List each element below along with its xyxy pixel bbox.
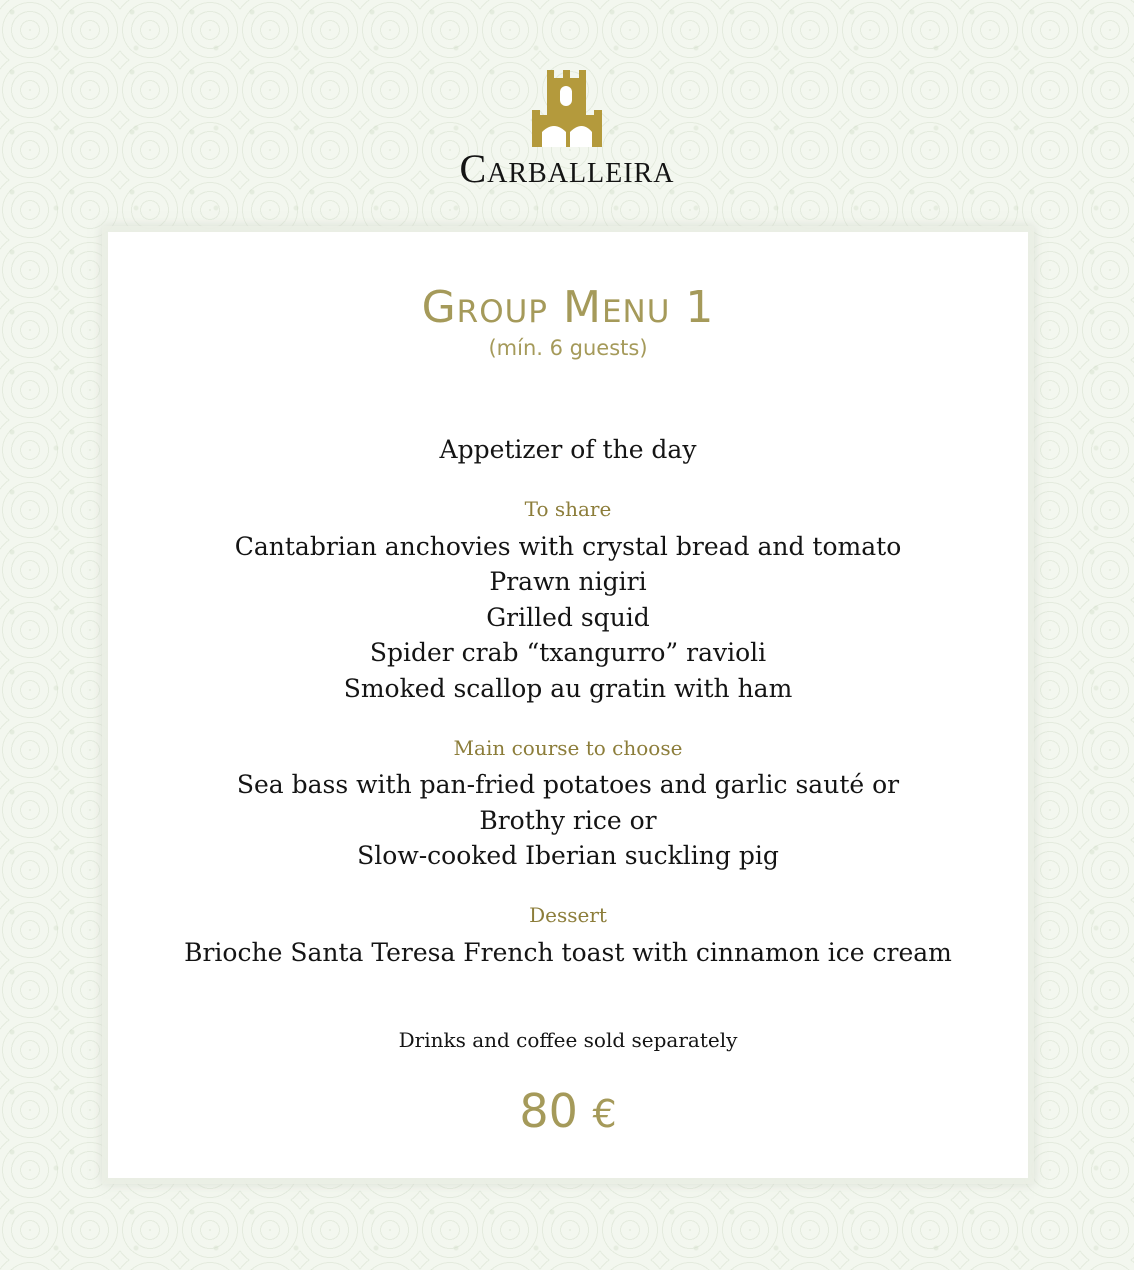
menu-item: Cantabrian anchovies with crystal bread and tomato <box>234 532 902 561</box>
menu-subtitle: (mín. 6 guests) <box>488 336 648 360</box>
menu-item: Grilled squid <box>486 603 650 632</box>
menu-item: Smoked scallop au gratin with ham <box>343 674 793 703</box>
section-heading: Dessert <box>529 903 607 927</box>
menu-item: Sea bass with pan-fried potatoes and garlic sauté or <box>236 770 900 799</box>
section-heading: To share <box>524 497 612 521</box>
currency-symbol: € <box>592 1092 617 1136</box>
menu-item: Spider crab “txangurro” ravioli <box>369 638 767 667</box>
section-heading: Main course to choose <box>453 736 683 760</box>
drinks-note: Drinks and coffee sold separately <box>398 1028 738 1052</box>
menu-item: Brioche Santa Teresa French toast with cinnamon ice cream <box>184 938 952 967</box>
menu-card <box>108 232 1028 1178</box>
menu-item: Brothy rice or <box>479 806 657 835</box>
tower-icon <box>532 70 602 150</box>
menu-item: Prawn nigiri <box>489 567 647 596</box>
price-value: 80 <box>519 1084 578 1138</box>
menu-title: Group Menu 1 <box>421 282 715 333</box>
menu-item: Slow-cooked Iberian suckling pig <box>357 841 779 870</box>
brand-name: Carballeira <box>459 146 675 191</box>
appetizer: Appetizer of the day <box>439 435 697 464</box>
price <box>108 1084 1028 1138</box>
